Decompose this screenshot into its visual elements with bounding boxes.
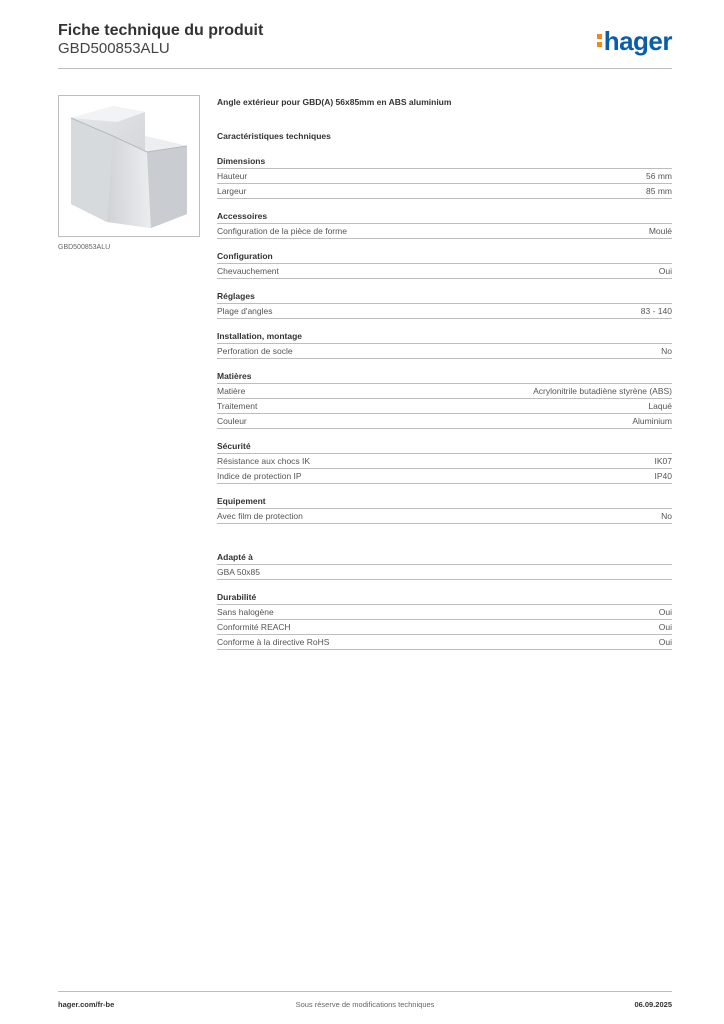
product-description: Angle extérieur pour GBD(A) 56x85mm en ABS aluminium bbox=[217, 97, 452, 107]
spec-value: No bbox=[661, 511, 672, 521]
section-accessoires bbox=[217, 210, 672, 239]
section-durabilite bbox=[217, 591, 672, 650]
document-footer bbox=[58, 991, 672, 1012]
spec-value: Moulé bbox=[648, 226, 672, 236]
section-title: Dimensions bbox=[217, 155, 672, 169]
section-equipement bbox=[217, 495, 672, 524]
spec-label: Indice de protection IP bbox=[217, 471, 302, 481]
spec-value: Oui bbox=[658, 607, 672, 617]
section-spacer bbox=[217, 524, 672, 540]
section-title: Matières bbox=[217, 370, 672, 384]
spec-row bbox=[217, 169, 672, 184]
spec-row bbox=[217, 454, 672, 469]
spec-row bbox=[217, 620, 672, 635]
spec-row bbox=[217, 224, 672, 239]
section-title: Equipement bbox=[217, 495, 672, 509]
spec-label: Couleur bbox=[217, 416, 247, 426]
spec-row bbox=[217, 184, 672, 199]
spec-value: 83 - 140 bbox=[640, 306, 672, 316]
section-installation bbox=[217, 330, 672, 359]
section-title: Adapté à bbox=[217, 551, 672, 565]
spec-value: Oui bbox=[658, 637, 672, 647]
section-reglages bbox=[217, 290, 672, 319]
section-title: Configuration bbox=[217, 250, 672, 264]
document-header bbox=[58, 22, 672, 70]
spec-row bbox=[217, 469, 672, 484]
spec-value: Laqué bbox=[648, 401, 672, 411]
spec-row bbox=[217, 344, 672, 359]
spec-label: Largeur bbox=[217, 186, 247, 196]
spec-label: Chevauchement bbox=[217, 266, 279, 276]
footer-date: 06.09.2025 bbox=[634, 1000, 672, 1009]
spec-value: IP40 bbox=[654, 471, 672, 481]
spec-value: Acrylonitrile butadiène styrène (ABS) bbox=[533, 386, 672, 396]
spec-label: Perforation de socle bbox=[217, 346, 293, 356]
section-title: Sécurité bbox=[217, 440, 672, 454]
product-reference: GBD500853ALU bbox=[58, 40, 170, 57]
logo-dots-icon bbox=[597, 30, 603, 50]
spec-label: Traitement bbox=[217, 401, 258, 411]
product-photo-icon bbox=[59, 96, 199, 236]
section-adapte bbox=[217, 551, 672, 580]
spec-label: Configuration de la pièce de forme bbox=[217, 226, 347, 236]
spec-label: Plage d'angles bbox=[217, 306, 273, 316]
spec-label: Conforme à la directive RoHS bbox=[217, 637, 330, 647]
spec-row bbox=[217, 565, 672, 580]
spec-label: Matière bbox=[217, 386, 246, 396]
section-matieres bbox=[217, 370, 672, 429]
section-title: Réglages bbox=[217, 290, 672, 304]
spec-value: 85 mm bbox=[646, 186, 672, 196]
spec-label: Résistance aux chocs IK bbox=[217, 456, 311, 466]
spec-row bbox=[217, 509, 672, 524]
footer-website-link[interactable]: hager.com/fr-be bbox=[58, 1000, 115, 1009]
spec-row bbox=[217, 304, 672, 319]
spec-row bbox=[217, 605, 672, 620]
spec-row bbox=[217, 635, 672, 650]
spec-row bbox=[217, 414, 672, 429]
section-title: Installation, montage bbox=[217, 330, 672, 344]
product-image bbox=[58, 95, 200, 237]
spec-label: Sans halogène bbox=[217, 607, 274, 617]
spec-value: Oui bbox=[658, 266, 672, 276]
header-divider bbox=[58, 68, 672, 69]
section-title: Durabilité bbox=[217, 591, 672, 605]
spec-row bbox=[217, 399, 672, 414]
section-dimensions bbox=[217, 155, 672, 199]
spec-value: IK07 bbox=[654, 456, 672, 466]
page-title: Fiche technique du produit bbox=[58, 22, 264, 39]
footer-notice: Sous réserve de modifications techniques bbox=[295, 1000, 435, 1009]
spec-value: Oui bbox=[658, 622, 672, 632]
logo-text: hager bbox=[603, 26, 672, 56]
spec-label: Hauteur bbox=[217, 171, 248, 181]
spec-label: GBA 50x85 bbox=[217, 567, 261, 577]
section-configuration bbox=[217, 250, 672, 279]
spec-value: Aluminium bbox=[632, 416, 672, 426]
spec-label: Conformité REACH bbox=[217, 622, 291, 632]
image-caption: GBD500853ALU bbox=[58, 244, 111, 251]
section-securite bbox=[217, 440, 672, 484]
spec-value: No bbox=[661, 346, 672, 356]
section-title: Accessoires bbox=[217, 210, 672, 224]
hager-logo bbox=[597, 27, 672, 55]
spec-row bbox=[217, 384, 672, 399]
tech-heading: Caractéristiques techniques bbox=[217, 131, 331, 141]
spec-content bbox=[217, 96, 672, 650]
spec-value: 56 mm bbox=[646, 171, 672, 181]
spec-row bbox=[217, 264, 672, 279]
spec-label: Avec film de protection bbox=[217, 511, 303, 521]
